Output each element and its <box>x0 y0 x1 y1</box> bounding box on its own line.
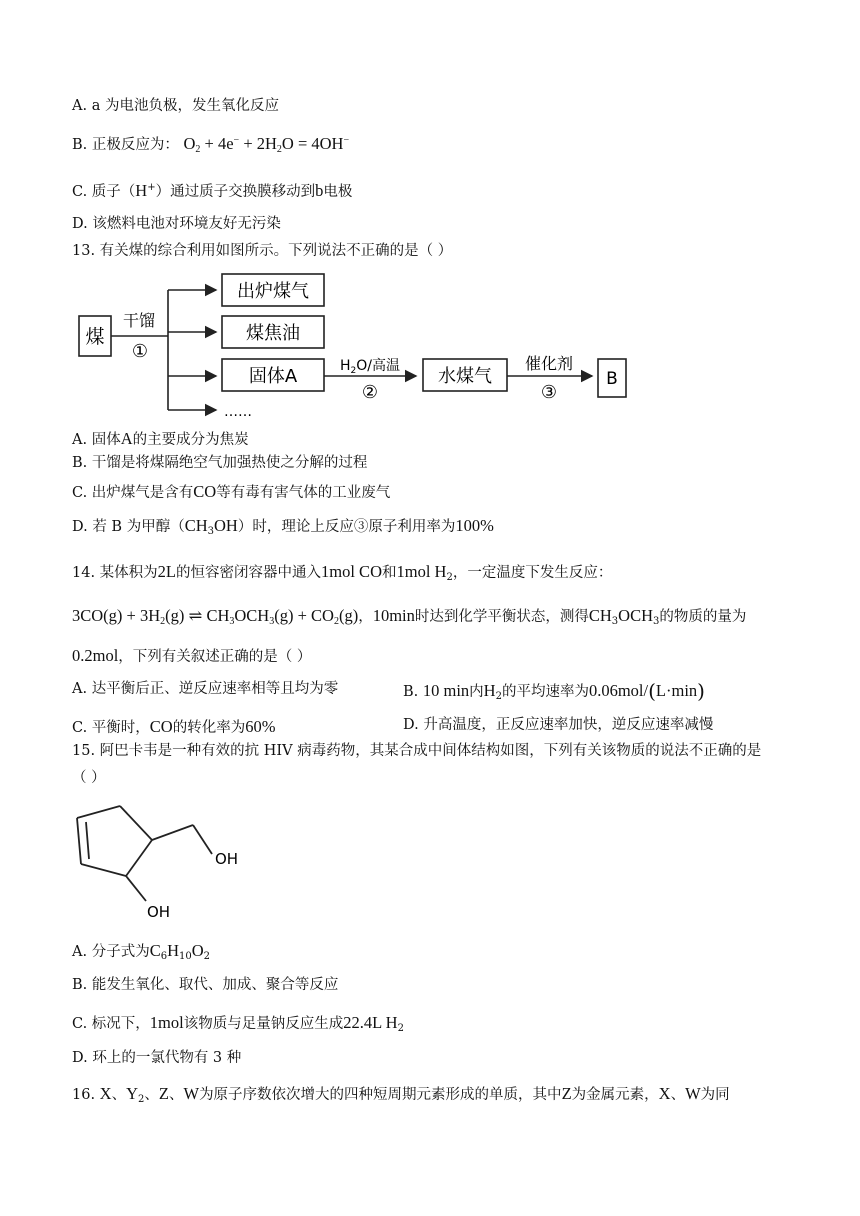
q12-option-b-text: B. 正极反应为： <box>72 137 179 153</box>
q13-option-b: B. 干馏是将煤隔绝空气加强热使之分解的过程 <box>72 455 368 471</box>
q12-option-d: D. 该燃料电池对环境友好无污染 <box>72 216 281 232</box>
q15-option-d: D. 环上的一氯代物有 3 种 <box>72 1050 242 1066</box>
q15-option-a: A. 分子式为$C_6H_{10}O_2$ <box>72 941 211 962</box>
q12-option-b-equation: $O_2 + 4e^- + 2H_2O = 4OH^-$ <box>183 134 350 155</box>
q13-stem: 13. 有关煤的综合利用如图所示。下列说法不正确的是（ ） <box>72 243 453 259</box>
water-gas-label: 水煤气 <box>438 366 492 387</box>
q14-stem-line-3: 0.2mol，下列有关叙述正确的是（ ） <box>72 646 312 665</box>
q13-option-d: D. 若 B 为甲醇$(CH_3OH)$时，理论上反应③原子利用率为100% <box>72 516 494 537</box>
q16-stem: 16. X、$Y_2$、Z、W为原子序数依次增大的四种短周期元素形成的单质，其中Z为金属元素，X、W为同 <box>72 1084 730 1105</box>
step-2-label: ② <box>361 382 379 403</box>
q12-option-a: A. a 为电池负极，发生氧化反应 <box>72 98 279 114</box>
q12-option-b <box>72 134 349 154</box>
catalyst-label: 催化剂 <box>524 354 574 373</box>
q12-option-c: C. 质子（H+）通过质子交换膜移动到b电极 <box>72 181 353 200</box>
step-3-label: ③ <box>540 382 558 403</box>
q13-option-a: A. 固体A的主要成分为焦炭 <box>72 429 249 448</box>
q14-reaction-equation: $3CO(g) + 3H_2(g)$ ⇌ $CH_3OCH_3(g) + CO_2(g)$ <box>72 606 359 627</box>
gas-label: 出炉煤气 <box>237 281 309 302</box>
q13-flow-diagram <box>72 270 642 420</box>
step-1-label: ① <box>131 341 149 362</box>
product-b-label: B <box>606 369 618 389</box>
q14-option-a: A. 达平衡后正、逆反应速率相等且均为零 <box>72 681 339 697</box>
q14-option-d: D. 升高温度，正反应速率加快，逆反应速率减慢 <box>403 717 714 733</box>
q14-option-b: B. 10 min内$H_2$的平均速率为0.06mol/(L·min) <box>403 679 705 703</box>
q14-stem-line-1: 14. 某体积为2L的恒容密闭容器中通入1mol CO和1mol $H_2$，一定温度下发生反应： <box>72 562 613 583</box>
hydroxyl-label-2: OH <box>147 903 171 921</box>
q15-option-b: B. 能发生氧化、取代、加成、聚合等反应 <box>72 977 339 993</box>
h2o-condition-label: $H_2O/$高温 <box>339 358 401 376</box>
q14-stem-line-2: $3CO(g) + 3H_2(g)$ ⇌ $CH_3OCH_3(g) + CO_2(g)$，10min时达到化学平衡状态，测得$CH_3OCH_3$的物质的量为 <box>72 606 747 627</box>
coal-label: 煤 <box>85 326 105 348</box>
q15-stem: 15. 阿巴卡韦是一种有效的抗 HIV 病毒药物，其某合成中间体结构如图，下列有关该物质的说法不正确的是 <box>72 743 762 759</box>
dry-distillation-label: 干馏 <box>122 311 156 330</box>
q13-option-c: C. 出炉煤气是含有CO等有毒有害气体的工业废气 <box>72 482 391 501</box>
solid-a-label: 固体A <box>248 366 298 387</box>
hydroxyl-label-1: OH <box>215 850 239 868</box>
others-ellipsis: …… <box>224 404 252 420</box>
q15-stem-paren: （ ） <box>72 770 106 786</box>
q15-structure-diagram <box>72 798 272 928</box>
tar-label: 煤焦油 <box>246 323 300 344</box>
q15-option-c: C. 标况下，1mol该物质与足量钠反应生成22.4L $H_2$ <box>72 1013 404 1034</box>
q14-option-c: C. 平衡时，CO的转化率为60% <box>72 717 276 736</box>
